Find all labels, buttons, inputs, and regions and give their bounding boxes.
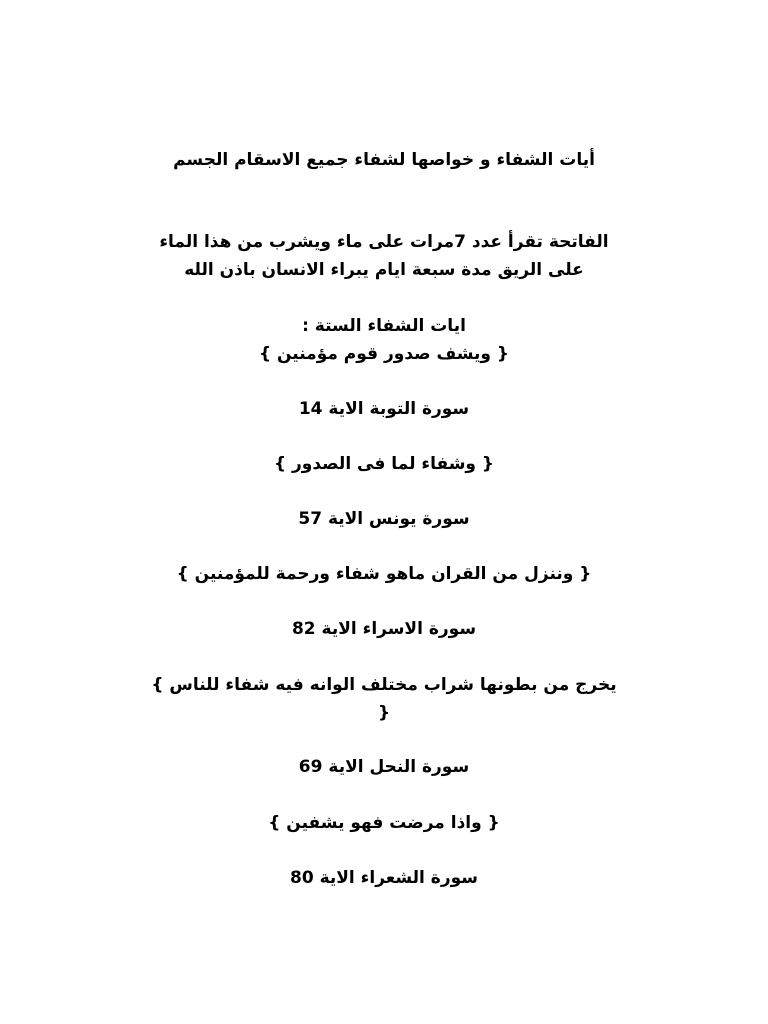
intro-line-1: الفاتحة تقرأ عدد 7مرات على ماء ويشرب من هذا الماء <box>159 232 609 252</box>
verse-reference: سورة يونس الاية 57 <box>298 509 470 529</box>
intro-line-2: على الريق مدة سبعة ايام يبراء الانسان باذن الله <box>184 260 584 280</box>
verse-text-line-1: يخرج من بطونها شراب مختلف الوانه فيه شفاء للناس } <box>151 675 617 695</box>
verse-reference: سورة النحل الاية 69 <box>298 757 470 777</box>
verse-text-line-2: { <box>377 703 391 723</box>
document-title: أيات الشفاء و خواصها لشفاء جميع الاسقام الجسم <box>173 150 595 170</box>
verse-text: { واذا مرضت فهو يشفين } <box>268 813 500 833</box>
verse-reference: سورة الاسراء الاية 82 <box>291 619 477 639</box>
verse-text: { وننزل من القران ماهو شفاء ورحمة للمؤمنين } <box>176 564 592 584</box>
verse-reference: سورة الشعراء الاية 80 <box>289 868 478 888</box>
verse-text: { ويشف صدور قوم مؤمنين } <box>258 344 510 364</box>
verse-reference: سورة التوبة الاية 14 <box>298 399 470 419</box>
section-heading: ايات الشفاء الستة : <box>302 316 466 336</box>
verse-text: { وشفاء لما فى الصدور } <box>273 454 495 474</box>
